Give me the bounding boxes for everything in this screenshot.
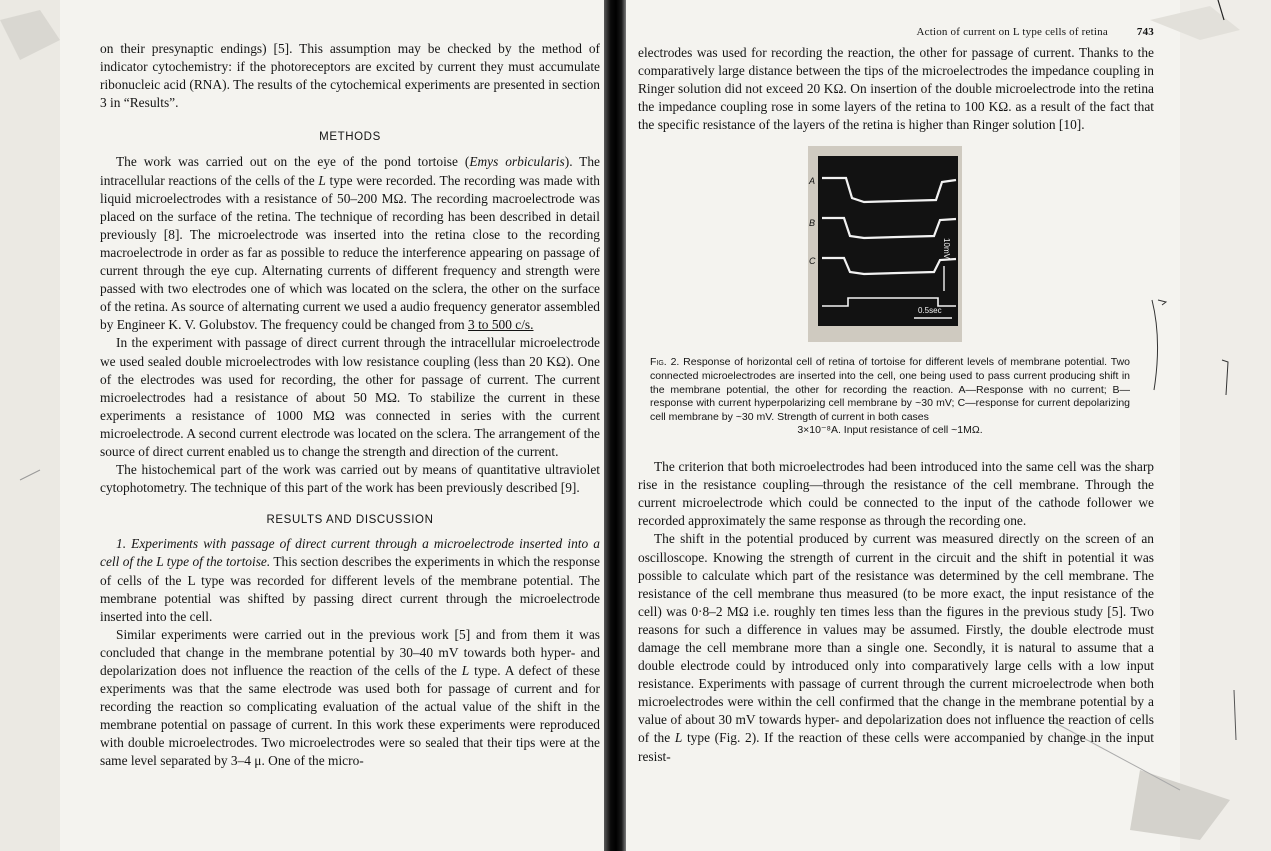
trace-label-a: A — [809, 176, 816, 187]
right-page — [638, 26, 1154, 766]
time-scale-label: 0.5sec — [918, 306, 942, 316]
methods-paragraph-3: The histochemical part of the work was carried out by means of quantitative ultraviolet cytophotometry. The technique of this part of the work has been previously described [9]. — [100, 462, 600, 496]
right-top-paragraph: electrodes was used for recording the reaction, the other for passage of current. Thanks to the comparatively large distance between the tips of the microelectrodes the impedance coupling in Ringer solution did not exceed 20 KΩ. On insertion of the double microelectrode into the retina the impedance coupling rose in some layers of the retina to 100 KΩ. as a result of the fact that the specific resistance of the layers of the retina is higher than Ringer solution [10]. — [638, 45, 1154, 133]
trace-c — [822, 258, 956, 274]
methods-paragraph-1: The work was carried out on the eye of the pond tortoise (Emys orbicularis). The intracellular reactions of the cells of the L type were recorded. The recording was made with liquid microelectrodes with a resistance of 50–200 MΩ. The recording macroelectrode was placed on the surface of the retina. The technique of recording has been described in detail previously [8]. The microelectrode was inserted into the retina close to the recording macroelectrode in order as far as possible to reduce the interference appearing on passage of current through the eye cup. Alternating currents of different frequency and strength were passed with two electrodes one of which was located on the sclera, the other on the surface of the retina. As source of alternating current we used a audio frequency generator assembled by Engineer K. V. Golubstov. The frequency could be changed from 3 to 500 c/s. — [100, 154, 601, 333]
intro-paragraph: on their presynaptic endings) [5]. This assumption may be checked by the method of indicator cytochemistry: if the photoreceptors are excited by current they must accumulate ribonucleic acid (RNA). The results of the cytochemical experiments are presented in section 3 in “Results”. — [100, 41, 600, 111]
criterion-paragraph: The criterion that both microelectrodes had been introduced into the same cell was the sharp rise in the resistance coupling—through the resistance of the cell membrane. Through the current microelectrode which could be connected to the input of the cathode follower we recorded approximately the same response as through the recording one. — [638, 459, 1154, 529]
potential-shift-paragraph: The shift in the potential produced by current was measured directly on the screen of an oscilloscope. Knowing the strength of current in the circuit and the shift in potential it was possible to calculate which part of the resistance was determined by the cell membrane. The resistance of the cell membrane thus measured (to be more exact, the input resistance of the cell) was 0·8–2 MΩ i.e. roughly ten times less than the figures in the previous study [5]. Two reasons for such a difference in values may be assumed. Firstly, the double electrode must damage the cell membrane more than a single one. Secondly, it is natural to assume that a double electrode could by introduced only into comparatively large cells with a low input resistance. Experiments with passage of current through the current microelectrode when both microelectrodes were within the cell confirmed that the change in the membrane potential by a value of about 30 mV towards hyper- and depolarization does not influence the reaction of cells of the L type (Fig. 2). If the reaction of these cells were accompanied by change in the input resist- — [638, 531, 1154, 764]
results-paragraph-2: Similar experiments were carried out in the previous work [5] and from them it was concluded that change in the membrane potential by 30–40 mV towards both hyper- and depolarization does not influence the reaction of the cells of the L type. A defect of these experiments was that the same electrode was used both for passage of current and for recording the reaction so complicating evaluation of the actual value of the shift in the membrane potential on passage of current. In this work these experiments were reproduced with double microelectrodes. Two microelectrodes were so sealed that their tips were at the same level separated by 3–4 μ. One of the micro- — [100, 626, 600, 769]
species-name: Emys orbicularis — [469, 154, 565, 170]
trace-label-c: C — [809, 256, 816, 267]
page-number: 743 — [1136, 26, 1154, 38]
trace-b — [822, 218, 956, 238]
results-paragraph-1: 1. Experiments with passage of direct current through a microelectrode inserted into a cell of the L type of the tortoise. This section describes the experiments in which the response of cells of the L type was recorded for different levels of the membrane potential. The membrane potential was shifted by passing direct current through the microelectrode inserted into the cell. — [100, 536, 600, 624]
figure-2 — [808, 146, 962, 342]
figure-2-label: Fig. 2. — [650, 356, 680, 369]
oscilloscope-record — [818, 156, 958, 326]
running-head-title: Action of current on L type cells of retina — [916, 26, 1108, 38]
methods-paragraph-2: In the experiment with passage of direct current through the intracellular microelectrode we used sealed double microelectrodes with low resistance coupling (less than 20 KΩ). One of the electrodes was used for recording, the other for passage of current. The current microelectrodes had a resistance of about 50 MΩ. To stabilize the current in these experiments a resistance of 1000 MΩ was connected in series with the current microelectrode. A second current electrode was located on the sclera. The arrangement of the source of direct current enabled us to change the strength and direction of the current. — [100, 335, 600, 459]
book-gutter-shadow — [604, 0, 626, 851]
methods-heading: METHODS — [319, 131, 381, 144]
left-page — [100, 40, 600, 771]
figure-2-caption: Fig. 2. Response of horizontal cell of retina of tortoise for different levels of membrane potential. Two connected microelectrodes are inserted into the cell, one being used to pass current producing shift in the membrane potential, the other for recording the reaction. A—Response with no current; B—response with current hyperpolarizing cell membrane by ~30 mV; C—response for current depolarizing cell membrane by ~30 mV. Strength of current in both cases 3×10⁻⁸A. Input resistance of cell ~1MΩ. — [650, 356, 1130, 437]
trace-a — [822, 178, 956, 202]
trace-label-b: B — [809, 218, 816, 229]
frequency-range: 3 to 500 c/s. — [468, 317, 534, 333]
section-1-title: 1. Experiments with passage of direct current through a microelectrode inserted into a cell of the L type of the tortoise. — [100, 536, 600, 570]
running-head — [638, 26, 1154, 38]
voltage-scale-label: 10mV — [941, 238, 951, 260]
oscilloscope-traces — [818, 156, 958, 326]
figure-2-caption-last-line: 3×10⁻⁸A. Input resistance of cell ~1MΩ. — [797, 424, 983, 437]
results-heading: RESULTS AND DISCUSSION — [266, 514, 434, 527]
stimulus-marker — [822, 298, 956, 306]
